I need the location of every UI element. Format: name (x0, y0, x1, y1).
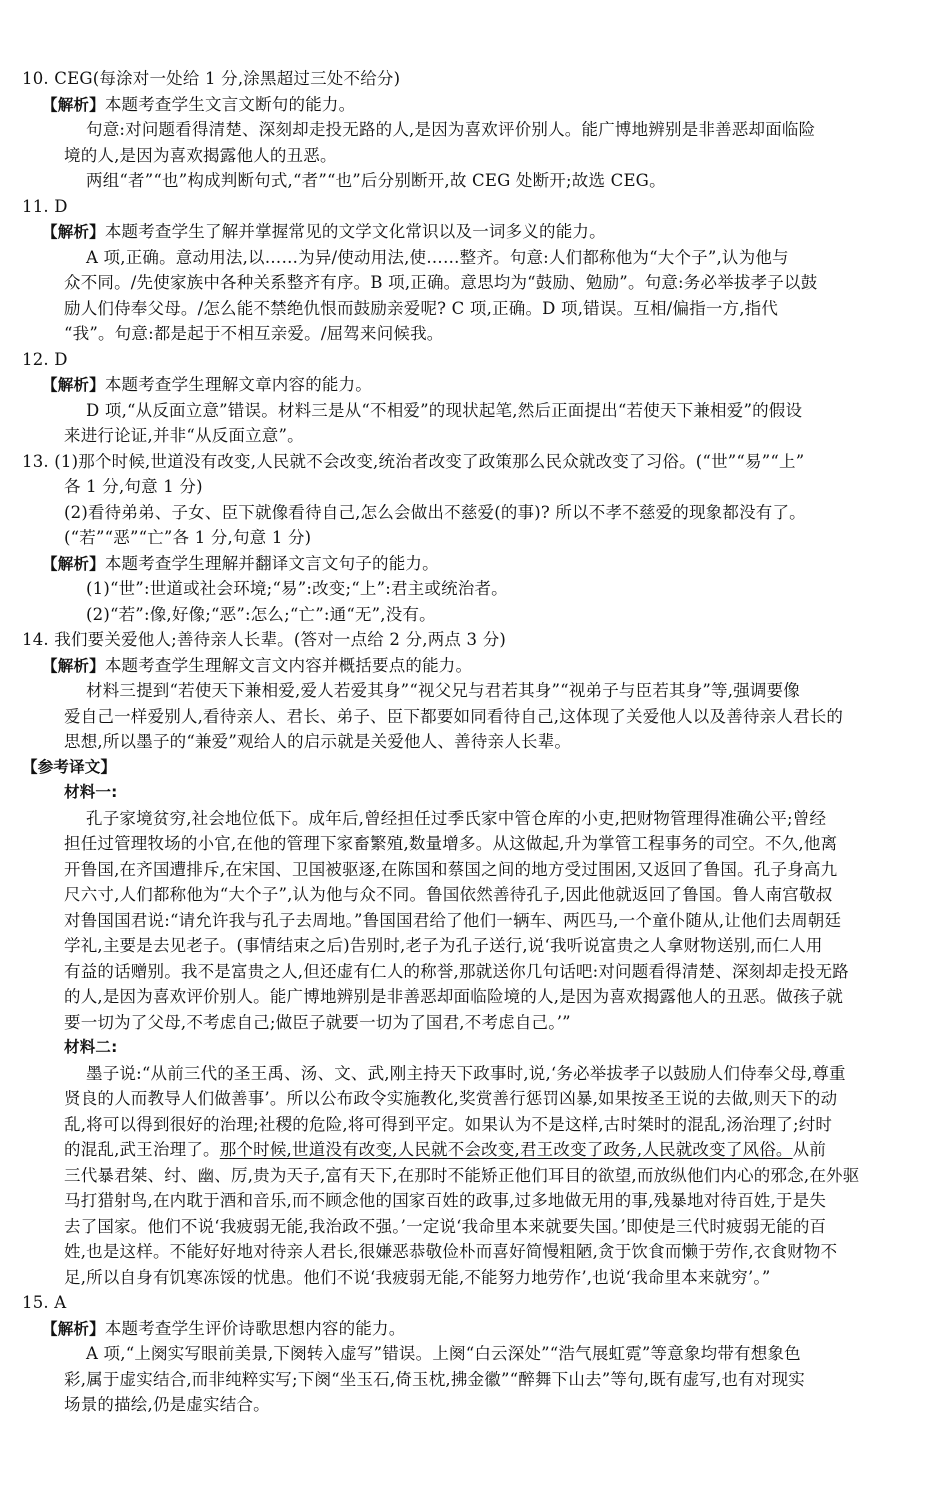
q12-p1-line: D 项,“从反面立意”错误。材料三是从“不相爱”的现状起笔,然后正面提出“若使天下兼相爱”的假设 (86, 400, 803, 420)
q11-p1-line: A 项,正确。意动用法,以……为异/使动用法,使……整齐。句意:人们都称他为“大个子”,认为他与 (86, 247, 789, 267)
analysis-tag: 【解析】 (42, 95, 105, 114)
q13-answer-1-score: 各 1 分,句意 1 分) (64, 477, 203, 496)
m1-line: 孔子家境贫穷,社会地位低下。成年后,曾经担任过季氏家中管仓库的小吏,把财物管理得准确公平;曾经 (86, 808, 827, 828)
q11-analysis: 【解析】本题考查学生了解并掌握常见的文学文化常识以及一词多义的能力。 (42, 222, 606, 241)
q13-answer-1: 13. (1)那个时候,世道没有改变,人民就不会改变,统治者改变了政策那么民众就改变了习俗。(“世”“易”“上” (22, 451, 805, 471)
q13-note-2: (2)“若”:像,好像;“恶”:怎么;“亡”:通“无”,没有。 (86, 604, 436, 624)
m2-line: 墨子说:“从前三代的圣王禹、汤、文、武,刚主持天下政事时,说,‘务必举拔孝子以鼓励人们侍奉父母,尊重 (86, 1063, 846, 1083)
m2-line: 贤良的人而教导人们做善事’。所以公布政令实施教化,奖赏善行惩罚凶暴,如果按圣王说的去做,则天下的动 (64, 1089, 838, 1108)
m2-line: 三代暴君桀、纣、幽、厉,贵为天子,富有天下,在那时不能矫正他们耳目的欲望,而放纵他们内心的邪念,在外驱 (64, 1165, 860, 1185)
analysis-tag: 【解析】 (42, 656, 105, 675)
m1-line: 开鲁国,在齐国遭排斥,在宋国、卫国被驱逐,在陈国和蔡国之间的地方受过围困,又返回了鲁国。孔子身高九 (64, 859, 838, 879)
q10-p1-line: 境的人,是因为喜欢揭露他人的丑恶。 (64, 145, 337, 165)
q14-p1-line: 爱自己一样爱别人,看待亲人、君长、弟子、臣下都要如同看待自己,这体现了关爱他人以及善待亲人君长的 (64, 706, 844, 726)
q12-analysis: 【解析】本题考查学生理解文章内容的能力。 (42, 375, 373, 394)
q11-answer: 11. D (22, 196, 68, 216)
q10-answer: 10. CEG(每涂对一处给 1 分,涂黑超过三处不给分) (22, 69, 401, 88)
m2-line: 马打猎射鸟,在内耽于酒和音乐,而不顾念他的国家百姓的政事,过多地做无用的事,残暴地对待百姓,于是失 (64, 1191, 827, 1210)
m1-line: 有益的话赠别。我不是富贵之人,但还虚有仁人的称誉,那就送你几句话吧:对问题看得清楚、深刻却走投无路 (64, 961, 849, 981)
q15-answer: 15. A (22, 1293, 67, 1312)
q15-p1-line: 场景的描绘,仍是虚实结合。 (64, 1395, 270, 1414)
q14-p1-line: 思想,所以墨子的“兼爱”观给人的启示就是关爱他人、善待亲人长辈。 (64, 732, 572, 751)
m2-line: 去了国家。他们不说‘我疲弱无能,我治政不强。’一定说‘我命里本来就要失国。’即使是三代时疲弱无能的百 (64, 1216, 827, 1236)
m1-line: 学礼,主要是去见老子。(事情结束之后)告别时,老子为孔子送行,说‘我听说富贵之人拿财物送别,而仁人用 (64, 936, 823, 955)
analysis-tag: 【解析】 (42, 554, 105, 573)
m1-line: 的人,是因为喜欢评价别人。能广博地辨别是非善恶却面临险境的人,是因为喜欢揭露他人的丑恶。做孩子就 (64, 987, 844, 1006)
translation-heading: 【参考译文】 (22, 757, 117, 776)
analysis-tag: 【解析】 (42, 1319, 105, 1338)
q15-p1-line: A 项,“上阕实写眼前美景,下阕转入虚写”错误。上阕“白云深处”“浩气展虹霓”等意象均带有想象色 (86, 1344, 801, 1363)
m1-line: 对鲁国国君说:“请允许我与孔子去周地。”鲁国国君给了他们一辆车、两匹马,一个童仆随从,让他们去周朝廷 (64, 910, 842, 930)
m2-line-underlined: 的混乱,武王治理了。那个时候,世道没有改变,人民就不会改变,君王改变了政务,人民就改变了风俗。从前 (64, 1140, 827, 1159)
q13-analysis: 【解析】本题考查学生理解并翻译文言文句子的能力。 (42, 553, 439, 573)
answer-key-page (22, 66, 934, 1418)
material-1-title: 材料一: (64, 783, 118, 801)
q12-p1-line: 来进行论证,并非“从反面立意”。 (64, 426, 304, 445)
q10-analysis: 【解析】本题考查学生文言文断句的能力。 (42, 94, 356, 114)
q10-p2-line: 两组“者”“也”构成判断句式,“者”“也”后分别断开,故 CEG 处断开;故选 CEG。 (86, 171, 666, 190)
underlined-sentence: 那个时候,世道没有改变,人民就不会改变,君王改变了政务,人民就改变了风俗。 (219, 1140, 793, 1159)
q10-p1-line: 句意:对问题看得清楚、深刻却走投无路的人,是因为喜欢评价别人。能广博地辨别是非善恶却面临险 (86, 120, 816, 139)
m2-line: 足,所以自身有饥寒冻馁的忧患。他们不说‘我疲弱无能,不能努力地劳作’,也说‘我命里本来就穷’。” (64, 1267, 771, 1287)
q13-answer-2-score: (“若”“恶”“亡”各 1 分,句意 1 分) (64, 528, 312, 547)
q12-answer: 12. D (22, 349, 68, 369)
analysis-tag: 【解析】 (42, 223, 105, 241)
q11-p1-line: 励人们侍奉父母。/怎么能不禁绝仇恨而鼓励亲爱呢? C 项,正确。D 项,错误。互相/偏指一方,指代 (64, 298, 779, 318)
q13-answer-2: (2)看待弟弟、子女、臣下就像看待自己,怎么会做出不慈爱(的事)? 所以不孝不慈爱的现象都没有了。 (64, 502, 806, 522)
analysis-tag: 【解析】 (42, 376, 105, 394)
m1-line: 尺六寸,人们都称他为“大个子”,认为他与众不同。鲁国依然善待孔子,因此他就返回了鲁国。鲁人南宫敬叔 (64, 885, 833, 904)
m2-line: 乱,将可以得到很好的治理;社稷的危险,将可得到平定。如果认为不是这样,古时桀时的混乱,汤治理了;纣时 (64, 1114, 833, 1134)
m2-line: 姓,也是这样。不能好好地对待亲人君长,很嫌恶恭敬俭朴而喜好简慢粗陋,贪于饮食而懒于劳作,衣食财物不 (64, 1242, 838, 1261)
q11-p1-line: 众不同。/先使家族中各种关系整齐有序。B 项,正确。意思均为“鼓励、勉励”。句意:务必举拔孝子以鼓 (64, 273, 818, 292)
m1-line: 担任过管理牧场的小官,在他的管理下家畜繁殖,数量增多。从这做起,升为掌管工程事务的司空。不久,他离 (64, 834, 838, 853)
q15-p1-line: 彩,属于虚实结合,而非纯粹实写;下阕“坐玉石,倚玉枕,拂金徽”“醉舞下山去”等句,既有虚写,也有对现实 (64, 1369, 805, 1389)
q14-analysis: 【解析】本题考查学生理解文言文内容并概括要点的能力。 (42, 655, 473, 675)
q11-p1-line: “我”。句意:都是起于不相互亲爱。/屈驾来问候我。 (64, 324, 444, 343)
m1-line: 要一切为了父母,不考虑自己;做臣子就要一切为了国君,不考虑自己。’” (64, 1012, 571, 1032)
q14-answer: 14. 我们要关爱他人;善待亲人长辈。(答对一点给 2 分,两点 3 分) (22, 630, 507, 649)
material-2-title: 材料二: (64, 1038, 118, 1056)
q15-analysis: 【解析】本题考查学生评价诗歌思想内容的能力。 (42, 1318, 406, 1338)
q13-note-1: (1)“世”:世道或社会环境;“易”:改变;“上”:君主或统治者。 (86, 579, 508, 598)
q14-p1-line: 材料三提到“若使天下兼相爱,爱人若爱其身”“视父兄与君若其身”“视弟子与臣若其身”等,强调要像 (86, 681, 801, 700)
